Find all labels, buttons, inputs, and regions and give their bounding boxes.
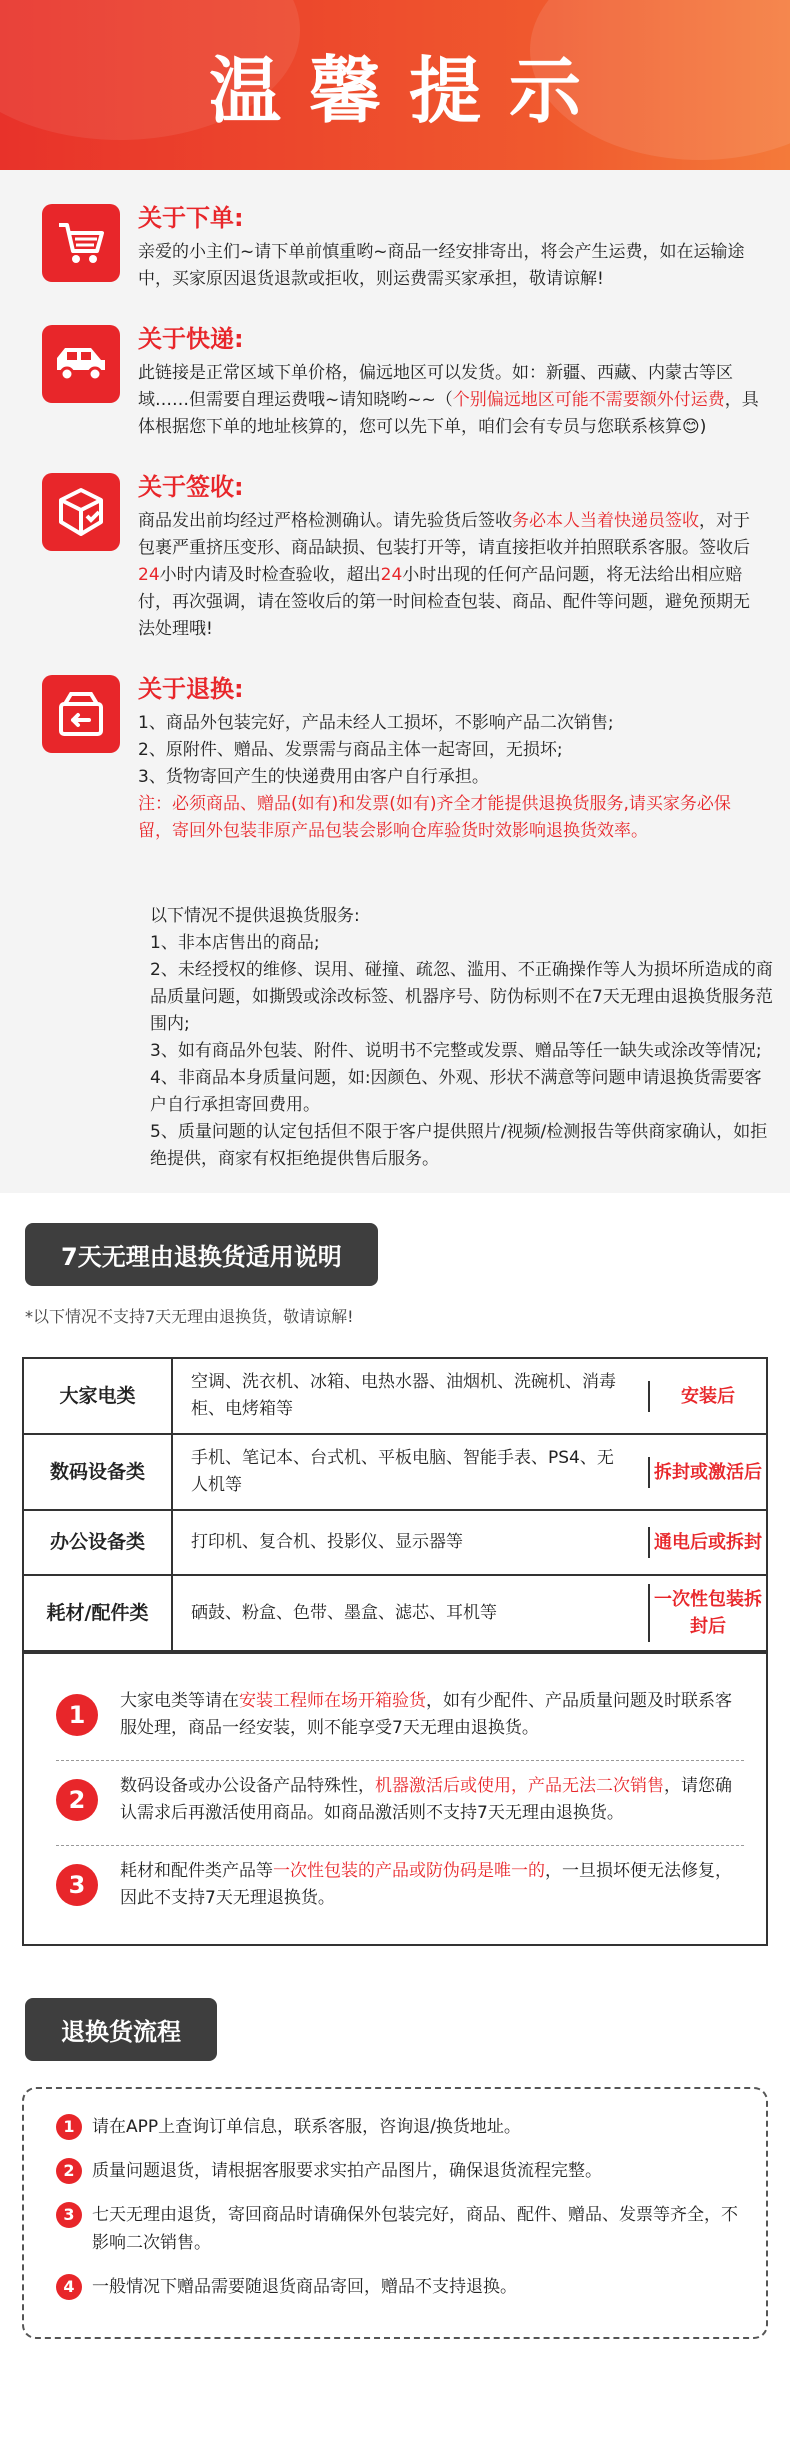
condition-label: 安装后: [648, 1381, 766, 1412]
notice-body: [138, 198, 776, 293]
shopping-cart-icon: [42, 204, 120, 282]
exclusion-item: 2、未经授权的维修、误用、碰撞、疏忽、滥用、不正确操作等人为损坏所造成的商品质量问题，如撕毁或涂改标签、机器序号、防伪标则不在7天无理由退换货服务范围内;: [150, 960, 773, 1034]
flow-step-text: 质量问题退货，请根据客服要求实拍产品图片，确保退货流程完整。: [92, 2161, 602, 2181]
package-check-icon: [42, 473, 120, 551]
notice-title: 关于快递:: [138, 325, 244, 353]
items-cell: 空调、洗衣机、冰箱、电热水器、油烟机、洗碗机、消毒柜、电烤箱等: [172, 1359, 648, 1434]
body-text: 小时内请及时检查验收，超出: [159, 565, 381, 585]
notice-text: [138, 508, 764, 643]
table-row: [24, 1359, 766, 1434]
exclusion-item: 3、如有商品外包装、附件、说明书不完整或发票、赠品等任一缺失或涂改等情况;: [150, 1041, 762, 1061]
seven-day-table: [22, 1357, 768, 1654]
notice-paragraph: [138, 791, 764, 845]
items-cell: 打印机、复合机、投影仪、显示器等: [172, 1510, 648, 1575]
page-header: [0, 0, 790, 170]
body-text: 此链接是正常区域下单价格，偏远地区可以发货。如：新疆、西藏、内蒙古等区域……但需要自理运费哦~请知晓哟~~（: [138, 363, 733, 410]
flow-step-text: 请在APP上查询订单信息，联系客服，咨询退/换货地址。: [92, 2117, 521, 2137]
page-title: 温馨提示: [208, 49, 609, 133]
highlight-text: 安装工程师在场开箱验货: [239, 1691, 426, 1711]
notice-text: [138, 239, 764, 293]
rule-item: [56, 1846, 744, 1930]
number-badge: 1: [56, 1694, 98, 1736]
body-text: 小时出现的任何产品问题，将无法给出相应赔付，再次强调，请在签收后的第一时间检查包装、商品、配件等问题，避免预期无法处理哦!: [138, 565, 750, 639]
condition-cell: [648, 1510, 766, 1575]
notice-body: [138, 467, 776, 643]
body-text: ，请您确认需求后再激活使用商品。如商品激活则不支持7天无理由退换货。: [120, 1776, 732, 1823]
body-text: 3、货物寄回产生的快递费用由客户自行承担。: [138, 767, 489, 787]
notice-title: 关于退换:: [138, 675, 244, 703]
body-text: 大家电类等请在: [120, 1691, 239, 1711]
items-cell: 手机、笔记本、台式机、平板电脑、智能手表、PS4、无人机等: [172, 1434, 648, 1510]
exclusion-item: 5、质量问题的认定包括但不限于客户提供照片/视频/检测报告等供商家确认，如拒绝提供，商家有权拒绝提供售后服务。: [150, 1122, 768, 1169]
highlight-text: 机器激活后或使用，产品无法二次销售: [375, 1776, 664, 1796]
notice-text: [138, 360, 764, 441]
step-number-badge: 4: [56, 2274, 82, 2300]
items-cell: 硒鼓、粉盒、色带、墨盒、滤芯、耳机等: [172, 1575, 648, 1651]
rule-text: [120, 1688, 744, 1742]
rule-text: [120, 1858, 744, 1912]
exclusions-heading: 以下情况不提供退换货服务:: [150, 906, 360, 926]
notice-item: [14, 319, 776, 441]
notice-title: 关于下单:: [138, 204, 244, 232]
return-flow-tag: 退换货流程: [25, 1998, 217, 2061]
step-number-badge: 2: [56, 2158, 82, 2184]
notice-item: [14, 467, 776, 643]
flow-step-text: 七天无理由退货，寄回商品时请确保外包装完好，商品、配件、赠品、发票等齐全，不影响二次销售。: [92, 2205, 738, 2253]
table-row: [24, 1434, 766, 1510]
flow-step: [42, 2157, 748, 2185]
body-text: 亲爱的小主们~请下单前慎重哟~商品一经安排寄出，将会产生运费，如在运输途中，买家原因退货退款或拒收，则运费需买家承担，敬请谅解!: [138, 242, 745, 289]
notices-section: [0, 170, 790, 881]
category-cell: 办公设备类: [24, 1510, 172, 1575]
category-cell: 耗材/配件类: [24, 1575, 172, 1651]
condition-cell: [648, 1359, 766, 1434]
exclusion-item: 1、非本店售出的商品;: [150, 933, 320, 953]
condition-cell: [648, 1434, 766, 1510]
highlight-text: 务必本人当着快递员签收: [512, 511, 699, 531]
flow-step-text: 一般情况下赠品需要随退货商品寄回，赠品不支持退换。: [92, 2277, 517, 2297]
notice-text: [138, 710, 764, 845]
table-row: [24, 1510, 766, 1575]
body-text: 耗材和配件类产品等: [120, 1861, 273, 1881]
notice-paragraph: [138, 764, 764, 791]
category-cell: 数码设备类: [24, 1434, 172, 1510]
body-text: 1、商品外包装完好，产品未经人工损坏，不影响产品二次销售;: [138, 713, 614, 733]
rule-item: [56, 1761, 744, 1846]
condition-label: 一次性包装拆封后: [648, 1584, 766, 1642]
rule-item: [56, 1676, 744, 1761]
body-text: ，如有少配件、产品质量问题及时联系客服处理，商品一经安装，则不能享受7天无理由退换货。: [120, 1691, 732, 1738]
highlight-text: 个别偏远地区可能不需要额外付运费: [452, 390, 725, 410]
notice-item: [14, 669, 776, 845]
number-badge: 2: [56, 1779, 98, 1821]
notice-body: [138, 669, 776, 845]
flow-step: [42, 2113, 748, 2141]
body-text: ，对于包裹严重挤压变形、商品缺损、包装打开等，请直接拒收并拍照联系客服。签收后: [138, 511, 750, 558]
highlight-text: 24: [380, 565, 403, 585]
exclusions-list: [0, 881, 790, 1193]
body-text: 数码设备或办公设备产品特殊性，: [120, 1776, 375, 1796]
flow-step: [42, 2273, 748, 2301]
condition-label: 拆封或激活后: [648, 1457, 766, 1488]
body-text: ，一旦损坏便无法修复，因此不支持7天无理退换货。: [120, 1861, 732, 1908]
return-box-icon: [42, 675, 120, 753]
seven-day-rules: [22, 1654, 768, 1946]
truck-icon: [42, 325, 120, 403]
highlight-text: 24: [138, 565, 160, 585]
category-cell: 大家电类: [24, 1359, 172, 1434]
number-badge: 3: [56, 1864, 98, 1906]
step-number-badge: 1: [56, 2114, 82, 2140]
notice-paragraph: [138, 710, 764, 737]
body-text: 商品发出前均经过严格检测确认。请先验货后签收: [138, 511, 512, 531]
body-text: ，具体根据您下单的地址核算的，您可以先下单，咱们会有专员与您联系核算😊): [138, 390, 759, 437]
notice-body: [138, 319, 776, 441]
exclusion-item: 4、非商品本身质量问题，如:因颜色、外观、形状不满意等问题申请退换货需要客户自行承担寄回费用。: [150, 1068, 762, 1115]
body-text: 2、原附件、赠品、发票需与商品主体一起寄回，无损坏;: [138, 740, 563, 760]
notice-paragraph: [138, 360, 764, 441]
table-row: [24, 1575, 766, 1651]
seven-day-note: *以下情况不支持7天无理由退换货，敬请谅解!: [25, 1307, 354, 1326]
notice-paragraph: [138, 508, 764, 643]
notice-item: [14, 198, 776, 293]
notice-title: 关于签收:: [138, 473, 244, 501]
rule-text: [120, 1773, 744, 1827]
condition-label: 通电后或拆封: [648, 1527, 766, 1558]
highlight-text: 一次性包装的产品或防伪码是唯一的: [273, 1861, 545, 1881]
flow-step: [42, 2201, 748, 2257]
seven-day-tag: 7天无理由退换货适用说明: [25, 1223, 378, 1286]
highlight-text: 注：必须商品、赠品(如有)和发票(如有)齐全才能提供退换货服务,请买家务必保留，寄回外包装非原产品包装会影响仓库验货时效影响退换货效率。: [138, 794, 731, 841]
step-number-badge: 3: [56, 2202, 82, 2228]
notice-paragraph: [138, 239, 764, 293]
notice-paragraph: [138, 737, 764, 764]
return-flow-box: [22, 2087, 768, 2339]
condition-cell: [648, 1575, 766, 1651]
